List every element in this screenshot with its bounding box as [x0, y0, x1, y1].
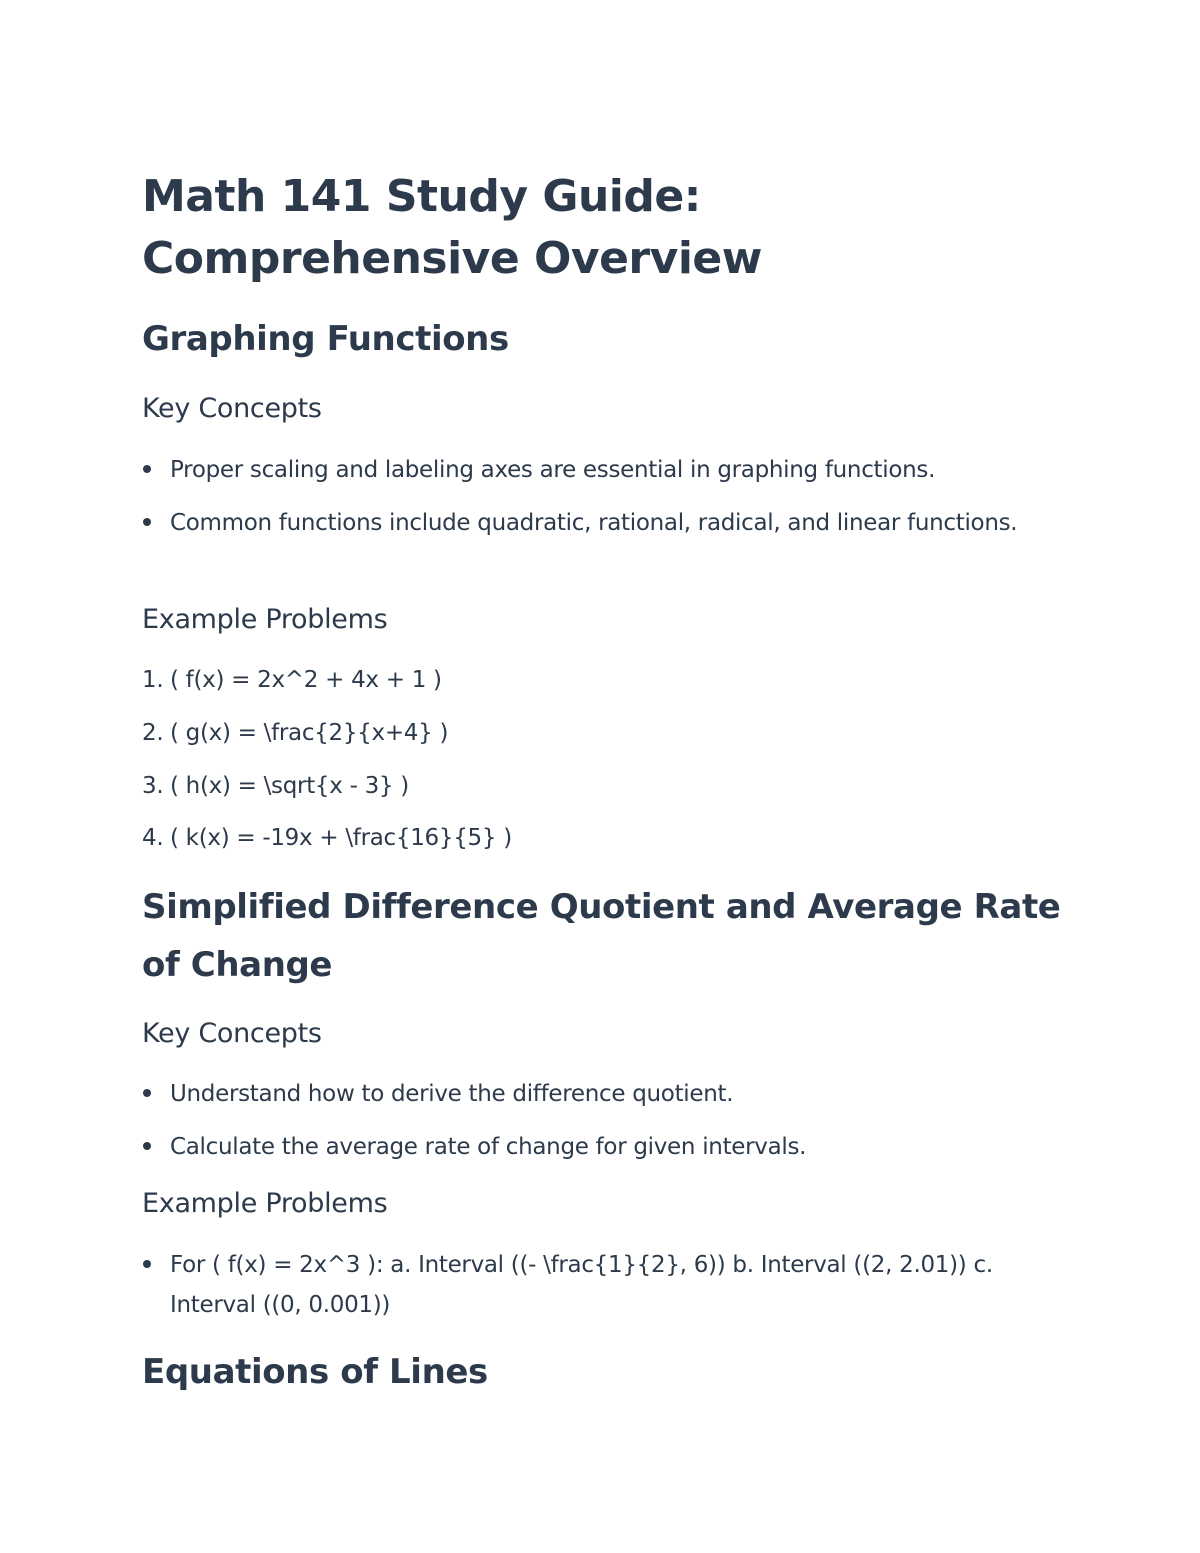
subheading-key-concepts: Key Concepts [142, 393, 322, 424]
list-item: Understand how to derive the difference quotient. [170, 1074, 1020, 1114]
bullet-icon [143, 1260, 151, 1268]
list-number: 2. [142, 720, 164, 746]
subheading-key-concepts: Key Concepts [142, 1018, 322, 1049]
section-heading-equations-of-lines: Equations of Lines [142, 1352, 488, 1392]
subheading-example-problems: Example Problems [142, 604, 388, 635]
list-item: 2. ( g(x) = \frac{2}{x+4} ) [170, 713, 1020, 753]
list-item: 1. ( f(x) = 2x^2 + 4x + 1 ) [170, 660, 1020, 700]
list-item: 3. ( h(x) = \sqrt{x - 3} ) [170, 766, 1020, 806]
section-heading-graphing-functions: Graphing Functions [142, 319, 509, 359]
list-item: Calculate the average rate of change for given intervals. [170, 1127, 1020, 1167]
list-number: 4. [142, 825, 164, 851]
list-item: 4. ( k(x) = -19x + \frac{16}{5} ) [170, 818, 1020, 858]
list-number: 1. [142, 667, 164, 693]
list-item: For ( f(x) = 2x^3 ): a. Interval ((- \frac{1}{2}, 6)) b. Interval ((2, 2.01)) c. Interval ((0, 0.001)) [170, 1245, 1020, 1325]
list-item: Proper scaling and labeling axes are essential in graphing functions. [170, 450, 1020, 490]
list-number: 3. [142, 773, 164, 799]
bullet-icon [143, 518, 151, 526]
subheading-example-problems: Example Problems [142, 1188, 388, 1219]
section-heading-difference-quotient: Simplified Difference Quotient and Average Rate of Change [142, 887, 1061, 985]
list-item: Common functions include quadratic, rational, radical, and linear functions. [170, 503, 1020, 543]
bullet-icon [143, 1142, 151, 1150]
document-title: Math 141 Study Guide: Comprehensive Overview [142, 171, 762, 284]
bullet-icon [143, 465, 151, 473]
bullet-icon [143, 1089, 151, 1097]
